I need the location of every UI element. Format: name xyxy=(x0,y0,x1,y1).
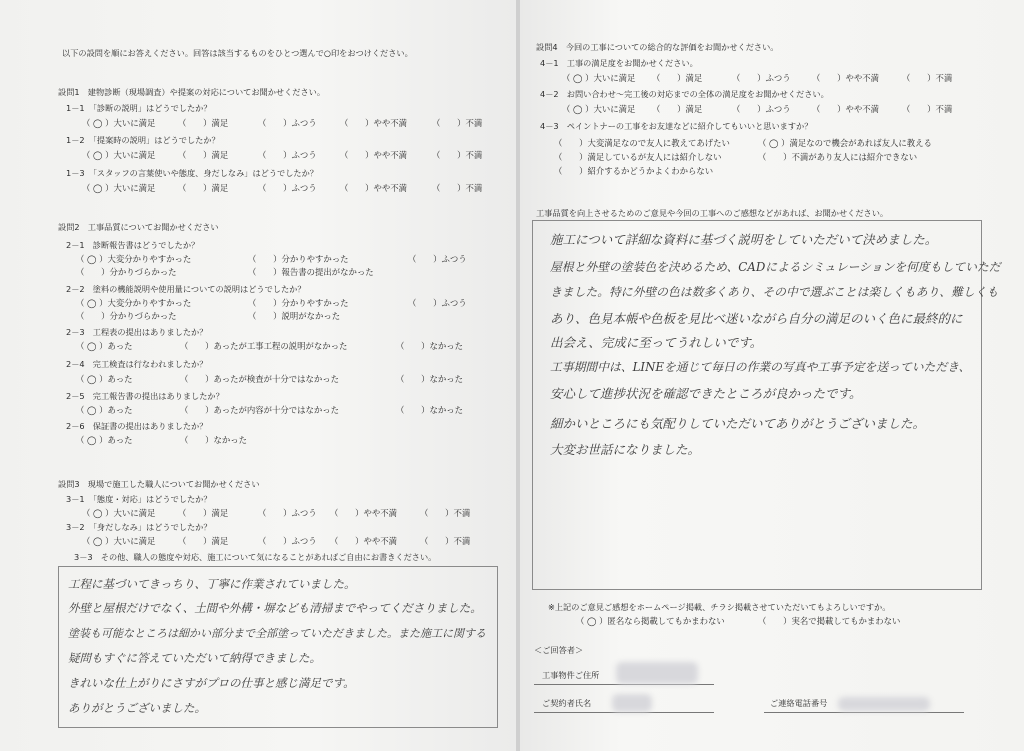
handwritten-comment-line: 大変お世話になりました。 xyxy=(550,442,701,457)
option-text: （ ）ふつう xyxy=(732,104,791,114)
option-text: （ ）あったが内容が十分ではなかった xyxy=(180,405,340,415)
option-text: （ ）不満 xyxy=(432,150,483,160)
comment-box xyxy=(532,220,982,590)
q1-1-question: 1－1 「診断の説明」はどうでしたか？ xyxy=(66,103,212,113)
q3-1-question: 3－1 「態度・対応」はどうでしたか？ xyxy=(66,494,212,504)
option-text: （ ）やや不満 xyxy=(340,150,407,160)
option-text: （ ）なかった xyxy=(396,405,463,415)
option-text: （ ◯ ）大いに満足 xyxy=(82,118,156,128)
option-text: （ ）満足 xyxy=(178,118,229,128)
option-text: （ ）ふつう xyxy=(258,183,317,193)
q4-1-question: 4－1 工事の満足度をお聞かせください。 xyxy=(540,58,698,68)
option-text: （ ◯ ）大変分かりやすかった xyxy=(76,298,192,308)
option-text: （ ）やや不満 xyxy=(330,508,397,518)
option-text: （ ）不満 xyxy=(432,183,483,193)
handwritten-comment-line: 塗装も可能なところは細かい部分まで全部塗っていただきました。また施工に関する xyxy=(68,627,486,640)
address-label: 工事物件ご住所 xyxy=(542,670,600,680)
q1-2-question: 1－2 「提案時の説明」はどうでしたか？ xyxy=(66,135,220,145)
redacted-phone xyxy=(838,697,930,711)
option-text: （ ）ふつう xyxy=(732,73,791,83)
handwritten-comment-line: あり、色見本帳や色板を見比べ迷いながら自分の満足のいく色に最終的に xyxy=(550,311,963,326)
option-text: （ ）不満 xyxy=(902,73,953,83)
q4-3-question: 4－3 ペイントナーの工事をお友達などに紹介してもいいと思いますか？ xyxy=(540,121,813,131)
name-line xyxy=(534,712,714,713)
option-text: （ ）あったが検査が十分ではなかった xyxy=(180,374,340,384)
option-text: （ ◯ ）匿名なら掲載してもかまわない xyxy=(576,616,725,626)
option-text: （ ）ふつう xyxy=(408,298,467,308)
option-text: （ ◯ ）あった xyxy=(76,341,133,351)
q2-4-question: 2－4 完工検査は行なわれましたか？ xyxy=(66,359,208,369)
option-text: （ ）やや不満 xyxy=(340,118,407,128)
option-text: （ ）やや不満 xyxy=(812,104,879,114)
option-text: （ ）説明がなかった xyxy=(248,311,341,321)
option-text: （ ）満足 xyxy=(178,183,229,193)
option-text: （ ◯ ）あった xyxy=(76,374,133,384)
option-text: （ ）なかった xyxy=(396,374,463,384)
q1-3-question: 1－3 「スタッフの言葉使いや態度、身だしなみ」はどうでしたか？ xyxy=(66,168,318,178)
option-text: （ ）ふつう xyxy=(258,508,317,518)
handwritten-comment-line: きれいな仕上がりにさすがプロの仕事と感じ満足です。 xyxy=(68,676,355,690)
option-text: （ ）やや不満 xyxy=(330,536,397,546)
handwritten-comment-line: 外壁と屋根だけでなく、土間や外構・塀なども清掃までやってくださりました。 xyxy=(68,601,482,615)
option-text: （ ）満足 xyxy=(178,150,229,160)
option-text: （ ）満足 xyxy=(652,73,703,83)
option-text: （ ）分かりやすかった xyxy=(248,254,349,264)
option-text: （ ◯ ）満足なので機会があれば友人に教える xyxy=(758,138,932,148)
option-text: （ ）不満 xyxy=(902,104,953,114)
option-text: （ ◯ ）大いに満足 xyxy=(82,508,156,518)
option-text: （ ）あったが工事工程の説明がなかった xyxy=(180,341,348,351)
q2-2-question: 2－2 塗料の機能説明や使用量についての説明はどうでしたか？ xyxy=(66,284,306,294)
option-text: （ ）やや不満 xyxy=(340,183,407,193)
handwritten-comment-line: 安心して進捗状況を確認できたところが良かったです。 xyxy=(550,386,862,401)
handwritten-comment-line: きました。特に外壁の色は数多くあり、その中で選ぶことは楽しくもあり、難しくも xyxy=(550,285,999,299)
q2-6-question: 2－6 保証書の提出はありましたか？ xyxy=(66,421,208,431)
option-text: （ ）満足しているが友人には紹介しない xyxy=(554,152,722,162)
option-text: （ ）分かりづらかった xyxy=(76,267,177,277)
option-text: （ ）報告書の提出がなかった xyxy=(248,267,374,277)
option-text: （ ◯ ）大変分かりやすかった xyxy=(76,254,192,264)
consent-question: ※上記のご意見ご感想をホームページ掲載、チラシ掲載させていただいてもよろしいですか。 xyxy=(548,602,891,612)
handwritten-comment-line: 出会え、完成に至ってうれしいです。 xyxy=(550,335,763,350)
option-text: （ ）満足 xyxy=(178,536,229,546)
option-text: （ ◯ ）大いに満足 xyxy=(82,150,156,160)
option-text: （ ）ふつう xyxy=(408,254,467,264)
q1-title: 設問1 建物診断（現場調査）や提案の対応についてお聞かせください。 xyxy=(58,87,326,97)
option-text: （ ）不満 xyxy=(420,508,471,518)
option-text: （ ）分かりづらかった xyxy=(76,311,177,321)
option-text: （ ）分かりやすかった xyxy=(248,298,349,308)
option-text: （ ）不満があり友人には紹介できない xyxy=(758,152,918,162)
instruction-text: 以下の設問を順にお答えください。回答は該当するものをひとつ選んで○印をおつけください。 xyxy=(62,48,413,58)
q2-3-question: 2－3 工程表の提出はありましたか？ xyxy=(66,327,208,337)
option-text: （ ）満足 xyxy=(178,508,229,518)
handwritten-comment-line: 疑問もすぐに答えていただいて納得できました。 xyxy=(68,651,321,665)
q4-title: 設問4 今回の工事についての総合的な評価をお聞かせください。 xyxy=(536,42,779,52)
option-text: （ ）なかった xyxy=(396,341,463,351)
q2-5-question: 2－5 完工報告書の提出はありましたか？ xyxy=(66,391,224,401)
handwritten-comment-line: 細かいところにも気配りしていただいてありがとうございました。 xyxy=(550,416,926,431)
name-label: ご契約者氏名 xyxy=(542,698,592,708)
option-text: （ ）紹介するかどうかよくわからない xyxy=(554,166,714,176)
address-line xyxy=(534,684,714,685)
handwritten-comment-line: ありがとうございました。 xyxy=(68,701,206,715)
option-text: （ ）やや不満 xyxy=(812,73,879,83)
q2-1-question: 2－1 診断報告書はどうでしたか？ xyxy=(66,240,200,250)
redacted-name xyxy=(612,694,652,712)
option-text: （ ）なかった xyxy=(180,435,247,445)
phone-label: ご連絡電話番号 xyxy=(770,698,828,708)
q3-2-question: 3－2 「身だしなみ」はどうでしたか？ xyxy=(66,522,212,532)
phone-line xyxy=(764,712,964,713)
option-text: （ ）実名で掲載してもかまわない xyxy=(758,616,901,626)
q2-title: 設問2 工事品質についてお聞かせください xyxy=(58,222,219,232)
comment-title: 工事品質を向上させるためのご意見や今回の工事へのご感想などがあれば、お聞かせください。 xyxy=(536,208,889,218)
q3-title: 設問3 現場で施工した職人についてお聞かせください xyxy=(58,479,260,489)
q3-3-question: 3－3 その他、職人の態度や対応、施工について気になることがあればご自由にお書きください。 xyxy=(74,552,437,562)
option-text: （ ）大変満足なので友人に教えてあげたい xyxy=(554,138,730,148)
option-text: （ ◯ ）大いに満足 xyxy=(82,536,156,546)
option-text: （ ）満足 xyxy=(652,104,703,114)
q4-2-question: 4－2 お問い合わせ～完工後の対応までの全体の満足度をお聞かせください。 xyxy=(540,89,829,99)
handwritten-comment-line: 施工について詳細な資料に基づく説明をしていただいて決めました。 xyxy=(550,232,938,247)
handwritten-comment-line: 屋根と外壁の塗装色を決めるため、CADによるシミュレーションを何度もしていただ xyxy=(550,260,1001,274)
respondent-label: ＜ご回答者＞ xyxy=(534,645,584,655)
option-text: （ ◯ ）大いに満足 xyxy=(562,104,636,114)
option-text: （ ◯ ）あった xyxy=(76,405,133,415)
option-text: （ ）ふつう xyxy=(258,150,317,160)
option-text: （ ）ふつう xyxy=(258,536,317,546)
handwritten-comment-line: 工程に基づいてきっちり、丁寧に作業されていました。 xyxy=(68,577,356,591)
option-text: （ ◯ ）大いに満足 xyxy=(562,73,636,83)
option-text: （ ）不満 xyxy=(432,118,483,128)
redacted-address xyxy=(616,662,698,684)
handwritten-comment-line: 工事期間中は、LINEを通じて毎日の作業の写真や工事予定を送っていただき、 xyxy=(550,360,971,374)
option-text: （ ◯ ）大いに満足 xyxy=(82,183,156,193)
option-text: （ ◯ ）あった xyxy=(76,435,133,445)
survey-page-right xyxy=(520,0,1024,751)
option-text: （ ）不満 xyxy=(420,536,471,546)
option-text: （ ）ふつう xyxy=(258,118,317,128)
